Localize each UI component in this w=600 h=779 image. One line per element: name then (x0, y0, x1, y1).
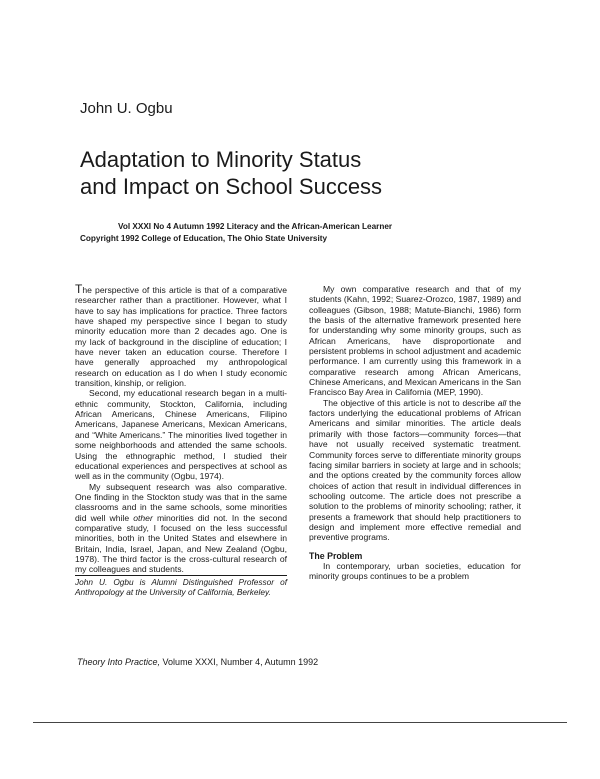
paragraph: In contemporary, urban societies, education for minority groups continues to be a problem (309, 560, 521, 582)
journal-issue: Volume XXXI, Number 4, Autumn 1992 (160, 657, 319, 667)
paragraph: Second, my educational research began in a multi-ethnic community, Stockton, California, including African Americans, Chinese Americans, Filipino Americans, Japanese Americans, Mexican Americans, and “White Americans.” The minorities lived together in some neighborhoods and attended the same schools. Using the ethnographic method, I studied their educational experiences and perspectives at school as well as in the community (Ogbu, 1974). (75, 388, 287, 482)
left-column (75, 284, 287, 597)
journal-citation (77, 657, 318, 667)
drop-cap: T (75, 282, 83, 296)
paragraph (75, 284, 287, 388)
paragraph (309, 398, 521, 543)
page-divider (33, 722, 567, 723)
emphasis: all (497, 397, 507, 408)
publication-info (80, 221, 520, 245)
title-line-1: Adaptation to Minority Status (80, 147, 362, 172)
paragraph (75, 482, 287, 575)
paragraph-text: The objective of this article is not to describe (323, 397, 498, 408)
paragraph: My own comparative research and that of my students (Kahn, 1992; Suarez-Orozco, 1987, 1989) and colleagues (Gibson, 1988; Matute-Bianchi, 1986) form the basis of the alternative framework presented here for understanding why some minority groups, such as African Americans, have disproportionate and persistent problems in school adjustment and academic performance. I am currently using this framework in a comparative research among African Americans, Chinese Americans, and Mexican Americans in the San Francisco Bay Area in California (MEP, 1990). (309, 284, 521, 398)
author-name: John U. Ogbu (80, 100, 173, 117)
paragraph-text: minorities did not. In the second comparative study, I focused on the less successful minorities, both in the United States and elsewhere in Britain, India, Israel, Japan, and New Zealand (Ogbu, 1978). The third factor is the cross-cultural research of my colleagues and students. (75, 512, 287, 575)
author-footnote: John U. Ogbu is Alumni Distinguished Professor of Anthropology at the University of California, Berkeley. (75, 576, 287, 597)
emphasis: other (133, 512, 153, 523)
title-line-2: and Impact on School Success (80, 174, 383, 199)
section-heading: The Problem (309, 550, 363, 561)
journal-name: Theory Into Practice, (77, 657, 161, 667)
copyright-line: Copyright 1992 College of Education, The Ohio State University (80, 234, 328, 243)
paragraph-text: My subsequent research was also comparative. One finding in the Stockton study was that in the same classrooms and in the same schools, some minorities did well while (75, 481, 287, 523)
issue-line: Vol XXXI No 4 Autumn 1992 Literacy and the African-American Learner (118, 222, 393, 231)
article-title (80, 146, 382, 200)
paragraph-text: the factors underlying the educational problems of African Americans and similar minorities. The article deals primarily with those factors—community forces—that have not usually received systematic treatment. Community forces serve to differentiate minority groups facing similar barriers in society at large and in schools; and the options created by the community forces allow choices of action that result in individual differences in schooling outcome. The article does not prescribe a solution to the problems of minority schooling; rather, it presents a framework that should help practitioners to design and implement more effective remedial and preventive programs. (309, 397, 521, 543)
paragraph-text: he perspective of this article is that of a comparative researcher rather than a practitioner. However, what I have to say has implications for practice. Three factors have shaped my perspective since I began to study minority education more than 2 decades ago. One is my lack of background in the discipline of education; I have never taken an education course. Therefore I have generally approached my anthropological research on education as I do when I study economic transition, kinship, or religion. (75, 285, 287, 389)
right-column (309, 284, 521, 582)
